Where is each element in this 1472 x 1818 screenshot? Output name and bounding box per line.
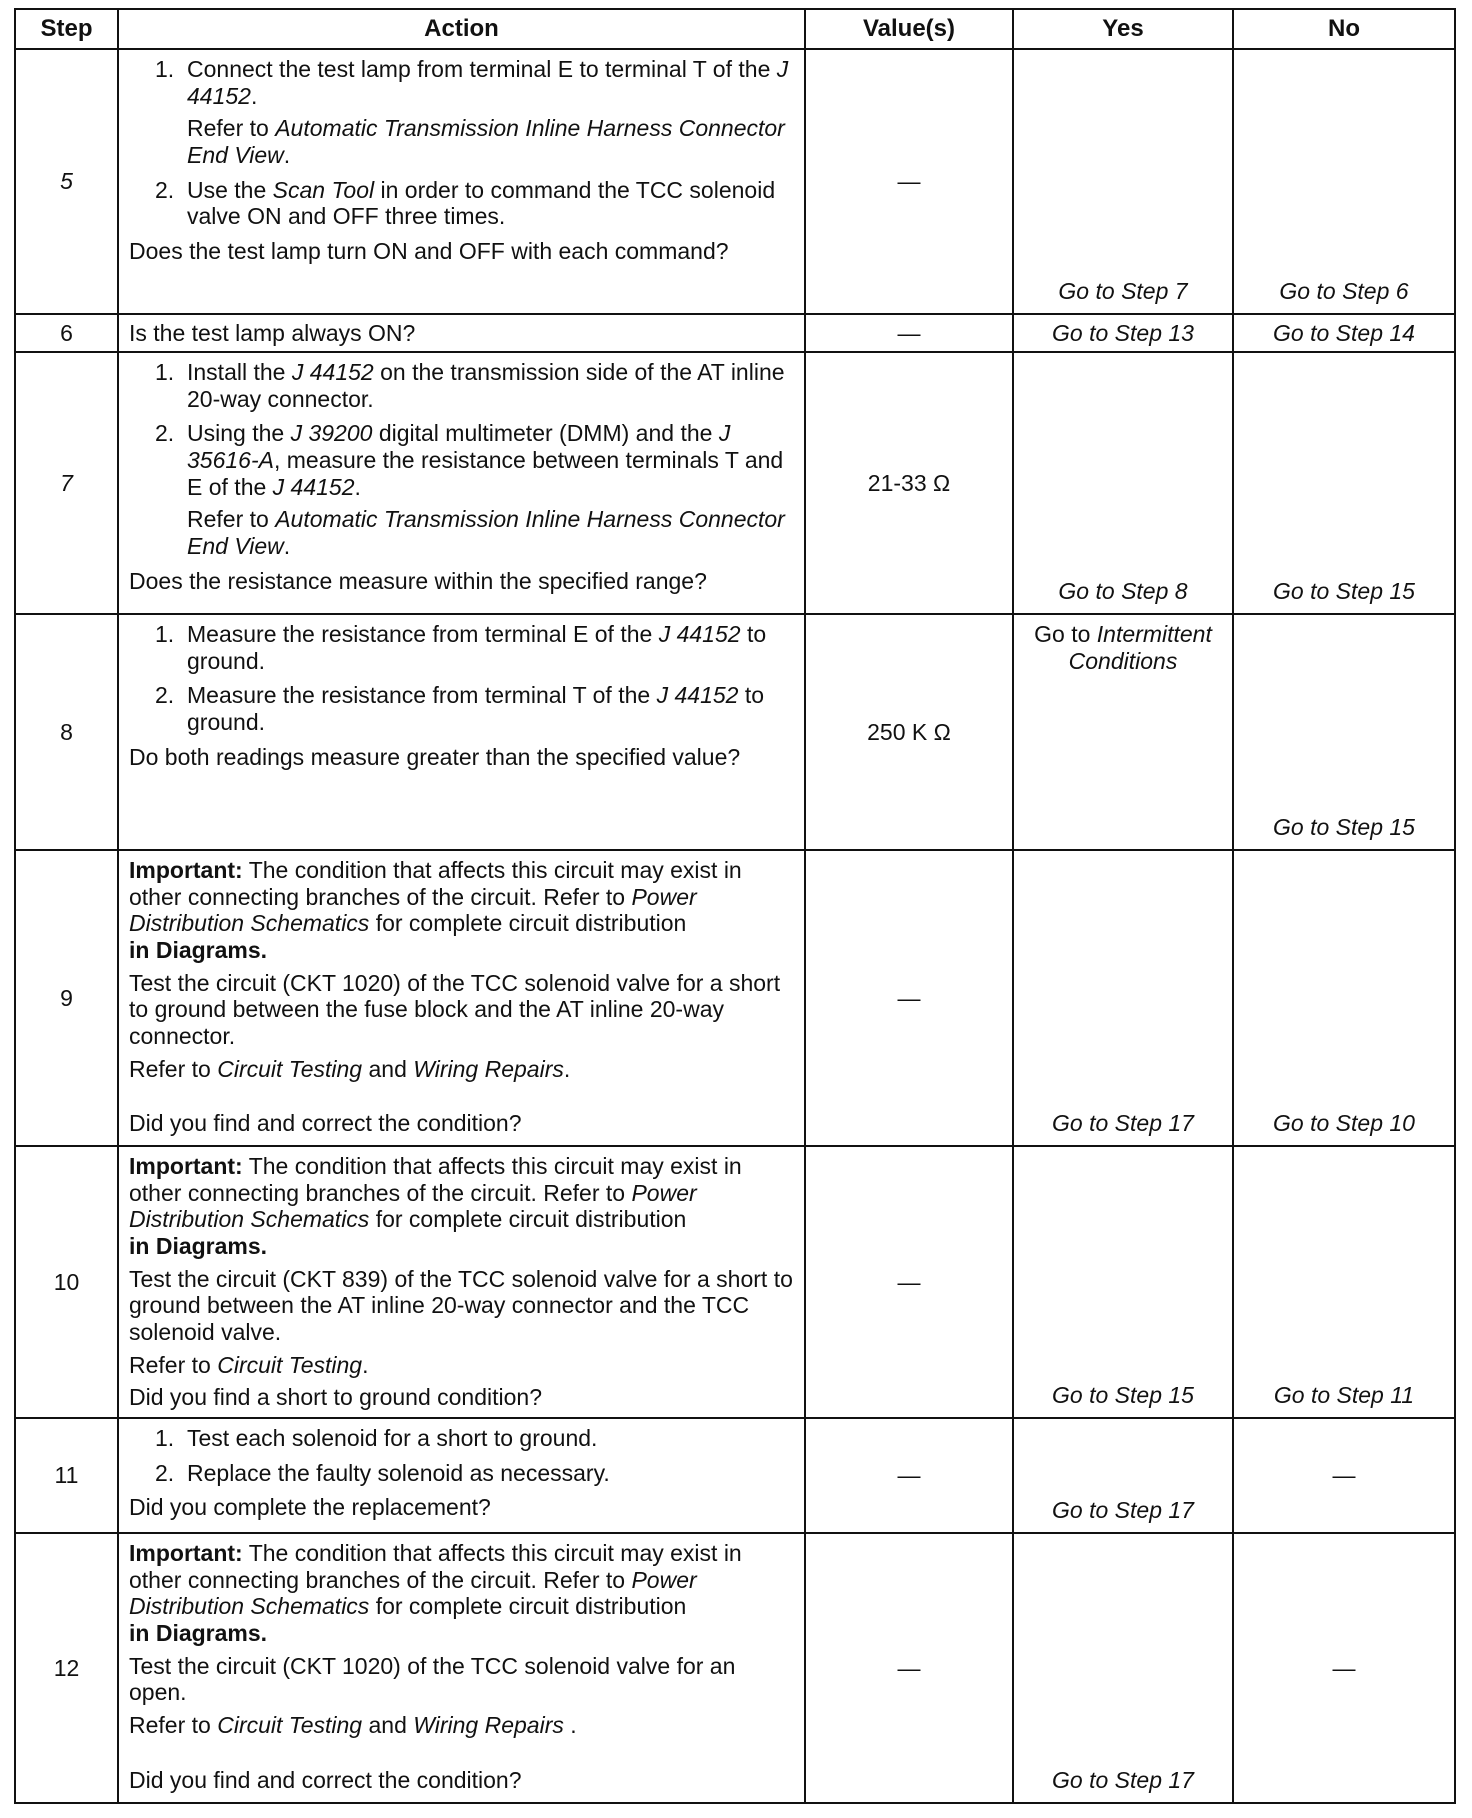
tool-reference[interactable]: J 44152 <box>272 473 355 500</box>
list-item: 2. Measure the resistance from terminal T of the J 44152 to ground. <box>155 682 765 736</box>
action-list <box>129 359 796 560</box>
tool-reference[interactable]: J 39200 <box>290 420 373 447</box>
action-text: Replace the faulty solenoid as necessary. <box>187 1459 610 1486</box>
yes-link[interactable]: Go to Step 17 <box>1013 1533 1233 1803</box>
important-label: Important: <box>129 1153 243 1179</box>
action-cell <box>118 314 805 352</box>
value-cell: — <box>805 1418 1013 1533</box>
test-instruction: Test the circuit (CKT 1020) of the TCC solenoid valve for a short to ground between the fuse block and the AT inline 20-way connector. <box>129 969 781 1050</box>
test-instruction: Test the circuit (CKT 1020) of the TCC solenoid valve for an open. <box>129 1652 736 1706</box>
punctuation: . <box>283 533 291 560</box>
note-text: for complete circuit distribution <box>375 1206 687 1233</box>
note-text: The condition that affects this circuit may exist in other connecting branches of the circuit. Refer to <box>129 1153 742 1206</box>
spacer <box>129 1088 796 1110</box>
refer-line <box>129 1056 796 1083</box>
list-item: 2. Replace the faulty solenoid as necessary. <box>155 1459 610 1486</box>
test-instruction: Test the circuit (CKT 839) of the TCC solenoid valve for a short to ground between the AT inline 20-way connector and the TCC solenoid valve. <box>129 1265 793 1346</box>
header-no: No <box>1233 9 1455 49</box>
action-text: , measure the resistance between terminals T and E of the <box>187 447 784 500</box>
no-link[interactable]: Go to Step 10 <box>1233 850 1455 1146</box>
action-cell <box>118 1418 805 1533</box>
value-cell: 250 K Ω <box>805 614 1013 850</box>
refer-line <box>187 115 796 168</box>
header-step: Step <box>15 9 118 49</box>
punctuation: . <box>283 142 291 169</box>
refer-line <box>129 1352 796 1379</box>
question-text: Did you find and correct the condition? <box>129 1766 522 1793</box>
no-link[interactable]: Go to Step 6 <box>1233 49 1455 314</box>
table-row-step-5 <box>15 49 1455 314</box>
list-item: 1. Connect the test lamp from terminal E to terminal T of the J 44152. Refer to Automatic Transmission Inline Harness Connector End View. <box>129 56 796 169</box>
action-text: Test each solenoid for a short to ground. <box>187 1425 598 1452</box>
diagnostic-table <box>14 8 1456 1804</box>
step-number: 12 <box>15 1533 118 1803</box>
refer-to-label: Refer to <box>187 115 269 142</box>
document-link[interactable]: Automatic Transmission Inline Harness Connector End View <box>187 115 785 169</box>
list-item: 1. Install the J 44152 on the transmission side of the AT inline 20-way connector. <box>155 359 785 412</box>
list-item: 2. Using the J 39200 digital multimeter (DMM) and the J 35616-A, measure the resistance between terminals T and E of the J 44152. Refer to Automatic Transmission Inline Harness Connector End View. <box>129 420 796 559</box>
value-cell: — <box>805 49 1013 314</box>
diagrams-reference: in Diagrams. <box>129 1620 268 1647</box>
no-link[interactable]: Go to Step 11 <box>1233 1146 1455 1418</box>
no-link[interactable]: Go to Step 15 <box>1233 352 1455 614</box>
refer-to-label: Refer to <box>129 1351 211 1378</box>
document-link[interactable]: Power Distribution Schematics <box>129 1566 697 1620</box>
document-link[interactable]: Power Distribution Schematics <box>129 1179 697 1233</box>
punctuation: . <box>250 82 258 109</box>
action-cell <box>118 1533 805 1803</box>
note-text: for complete circuit distribution <box>375 910 687 937</box>
important-note <box>129 1153 796 1260</box>
tool-reference[interactable]: J 44152 <box>656 682 739 709</box>
punctuation: . <box>362 1351 369 1378</box>
tool-reference[interactable]: J 35616-A <box>187 420 731 474</box>
refer-to-label: Refer to <box>129 1055 211 1082</box>
conjunction: and <box>368 1055 407 1082</box>
table-row-step-9 <box>15 850 1455 1146</box>
action-text: Install the <box>187 359 286 385</box>
action-text: Connect the test lamp from terminal E to terminal T of the <box>187 56 771 82</box>
tool-reference[interactable]: Scan Tool <box>272 176 375 203</box>
punctuation: . <box>354 473 361 500</box>
step-number: 9 <box>15 850 118 1146</box>
refer-line <box>129 1712 796 1739</box>
table-row-step-8 <box>15 614 1455 850</box>
action-cell <box>118 352 805 614</box>
action-text: Use the <box>187 176 267 203</box>
diagrams-reference: in Diagrams. <box>129 1233 268 1260</box>
header-yes: Yes <box>1013 9 1233 49</box>
table-row-step-10 <box>15 1146 1455 1418</box>
document-link[interactable]: Circuit Testing <box>217 1055 363 1082</box>
table-row-step-11 <box>15 1418 1455 1533</box>
action-text: Measure the resistance from terminal E of the <box>187 621 653 647</box>
punctuation: . <box>563 1055 571 1082</box>
question-text: Did you complete the replacement? <box>129 1494 491 1521</box>
tool-reference[interactable]: J 44152 <box>658 621 741 647</box>
document-link[interactable]: Wiring Repairs <box>413 1712 564 1739</box>
important-note <box>129 857 796 964</box>
action-cell <box>118 614 805 850</box>
important-label: Important: <box>129 857 243 883</box>
diagrams-reference: in Diagrams. <box>129 937 268 964</box>
spacer <box>129 1745 796 1767</box>
yes-link[interactable]: Go to Step 17 <box>1013 1418 1233 1533</box>
step-number: 8 <box>15 614 118 850</box>
step-number: 11 <box>15 1418 118 1533</box>
question-text: Does the resistance measure within the specified range? <box>129 567 707 594</box>
tool-reference[interactable]: J 44152 <box>187 56 789 109</box>
refer-to-label: Refer to <box>129 1712 211 1739</box>
header-row <box>15 9 1455 49</box>
note-text: The condition that affects this circuit may exist in other connecting branches of the circuit. Refer to <box>129 857 742 910</box>
punctuation: . <box>570 1712 577 1739</box>
step-number: 5 <box>15 49 118 314</box>
important-label: Important: <box>129 1540 243 1567</box>
action-list <box>129 56 796 230</box>
list-item: 2. Use the Scan Tool in order to command the TCC solenoid valve ON and OFF three times. <box>155 176 776 230</box>
list-item: 1. Test each solenoid for a short to ground. <box>155 1425 598 1452</box>
yes-cell <box>1013 614 1233 850</box>
value-cell: — <box>805 314 1013 352</box>
step-number: 10 <box>15 1146 118 1418</box>
document-link[interactable]: Wiring Repairs <box>413 1055 564 1082</box>
yes-link[interactable]: Go to Step 7 <box>1013 49 1233 314</box>
action-text: on the transmission side of the AT inline 20-way connector. <box>187 359 785 412</box>
question-text: Did you find and correct the condition? <box>129 1110 522 1137</box>
go-to-label: Go to <box>1034 621 1091 647</box>
action-text: digital multimeter (DMM) and the <box>378 420 713 447</box>
action-cell <box>118 1146 805 1418</box>
value-cell: — <box>805 850 1013 1146</box>
question-text: Does the test lamp turn ON and OFF with each command? <box>129 238 729 265</box>
refer-line <box>187 506 796 559</box>
yes-link[interactable]: Go to Step 17 <box>1013 850 1233 1146</box>
note-text: The condition that affects this circuit may exist in other connecting branches of the circuit. Refer to <box>129 1540 742 1593</box>
document-link[interactable]: Circuit Testing <box>217 1712 363 1739</box>
intermittent-conditions-link[interactable]: Intermittent Conditions <box>1068 621 1212 674</box>
document-link[interactable]: Power Distribution Schematics <box>129 883 697 937</box>
no-link[interactable]: Go to Step 15 <box>1233 614 1455 850</box>
question-text: Do both readings measure greater than the specified value? <box>129 743 741 770</box>
conjunction: and <box>368 1712 407 1739</box>
table-row-step-12 <box>15 1533 1455 1803</box>
question-text: Did you find a short to ground condition? <box>129 1384 542 1411</box>
action-text: Measure the resistance from terminal T of the <box>187 682 651 709</box>
step-number: 6 <box>15 314 118 352</box>
yes-link[interactable]: Go to Step 8 <box>1013 352 1233 614</box>
yes-link[interactable]: Go to Step 13 <box>1013 314 1233 352</box>
no-cell: — <box>1233 1418 1455 1533</box>
note-text: for complete circuit distribution <box>375 1593 687 1620</box>
header-value: Value(s) <box>805 9 1013 49</box>
no-cell: — <box>1233 1533 1455 1803</box>
refer-to-label: Refer to <box>187 506 269 533</box>
action-text: Using the <box>187 420 285 447</box>
yes-link[interactable]: Go to Step 15 <box>1013 1146 1233 1418</box>
list-item: 1. Measure the resistance from terminal E of the J 44152 to ground. <box>155 621 767 674</box>
action-list <box>129 1425 796 1486</box>
important-note <box>129 1540 796 1647</box>
table-row-step-7 <box>15 352 1455 614</box>
action-text: to ground. <box>187 621 767 674</box>
document-link[interactable]: Circuit Testing <box>217 1351 363 1378</box>
action-cell <box>118 49 805 314</box>
action-text: in order to command the TCC solenoid valve ON and OFF three times. <box>187 176 776 230</box>
table-row-step-6 <box>15 314 1455 352</box>
no-link[interactable]: Go to Step 14 <box>1233 314 1455 352</box>
tool-reference[interactable]: J 44152 <box>291 359 374 385</box>
question-text: Is the test lamp always ON? <box>129 319 416 346</box>
header-action: Action <box>118 9 805 49</box>
document-link[interactable]: Automatic Transmission Inline Harness Connector End View <box>187 506 785 560</box>
value-cell: — <box>805 1146 1013 1418</box>
step-number: 7 <box>15 352 118 614</box>
action-text: to ground. <box>187 682 765 736</box>
value-cell: 21-33 Ω <box>805 352 1013 614</box>
value-cell: — <box>805 1533 1013 1803</box>
action-list <box>129 621 796 736</box>
action-cell <box>118 850 805 1146</box>
